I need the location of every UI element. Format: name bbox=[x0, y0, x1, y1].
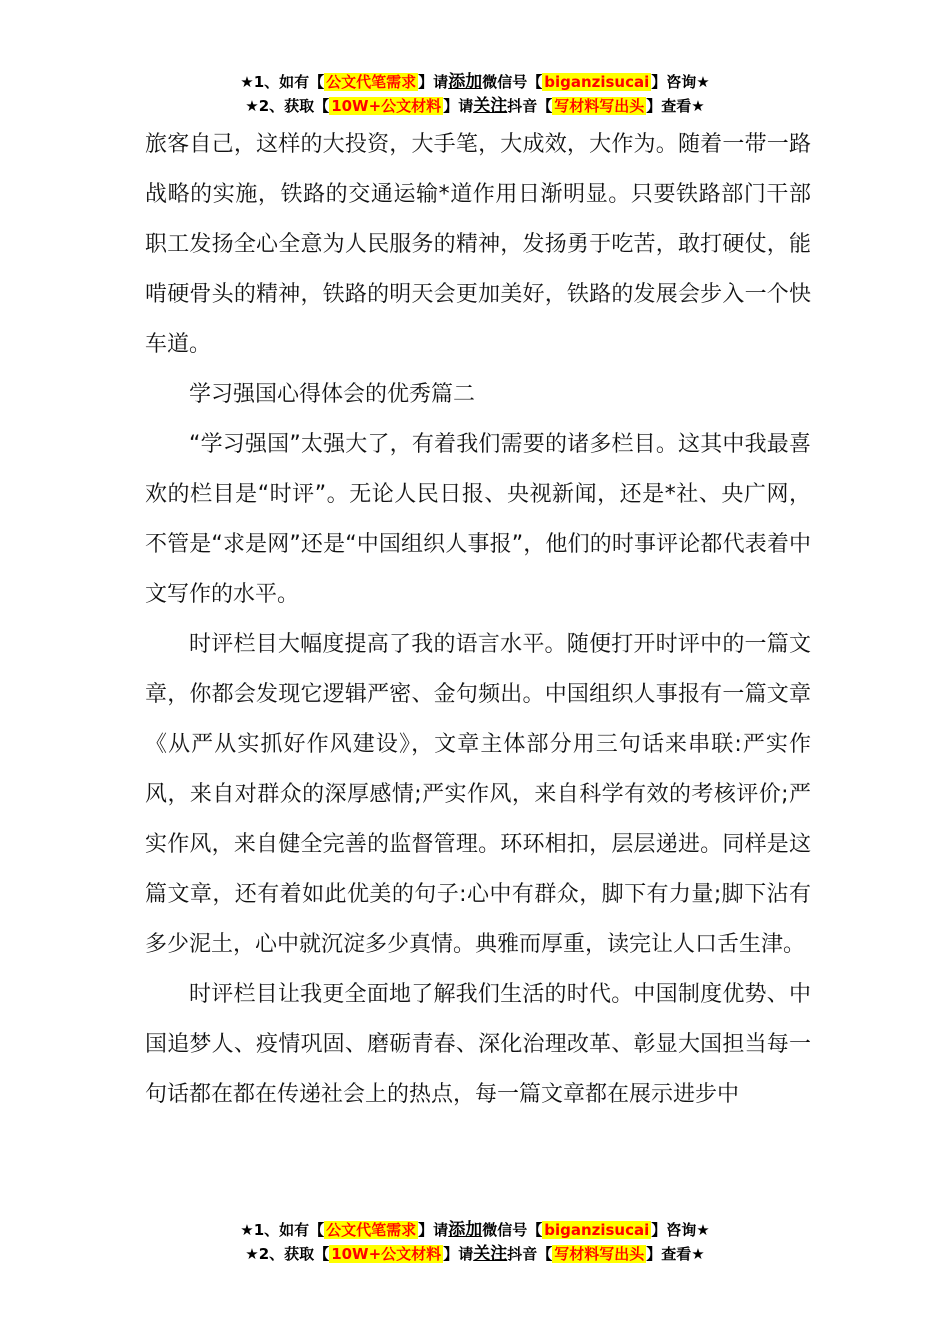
banner-text: 抖音【 bbox=[507, 1245, 553, 1263]
paragraph-1: 旅客自己，这样的大投资，大手笔，大成效，大作为。随着一带一路战略的实施，铁路的交通运输*道作用日渐明显。只要铁路部门干部职工发扬全心全意为人民服务的精神，发扬勇于吃苦，敢打硬仗，能啃硬骨头的精神，铁路的明天会更加美好，铁路的发展会步入一个快车道。 bbox=[145, 132, 811, 357]
banner-line-2 bbox=[0, 94, 950, 118]
highlight-service: 公文代笔需求 bbox=[326, 1221, 417, 1239]
document-body bbox=[145, 120, 811, 1120]
highlight-douyin-account: 写材料写出头 bbox=[554, 1245, 645, 1263]
footer-banner bbox=[0, 1218, 950, 1266]
header-banner bbox=[0, 70, 950, 118]
paragraph-4: 时评栏目让我更全面地了解我们生活的时代。中国制度优势、中国追梦人、疫情巩固、磨砺青春、深化治理改革、彰显大国担当每一句话都在都在传递社会上的热点，每一篇文章都在展示进步中 bbox=[145, 982, 811, 1107]
paragraph-2: “学习强国”太强大了，有着我们需要的诸多栏目。这其中我最喜欢的栏目是“时评”。无论人民日报、央视新闻，还是*社、央广网，不管是“求是网”还是“中国组织人事报”，他们的时事评论都代表着中文写作的水平。 bbox=[145, 432, 811, 607]
underlined-word: 关注 bbox=[473, 96, 508, 116]
highlight-materials: 10W+公文材料 bbox=[331, 1245, 442, 1263]
banner-text: 】请 bbox=[443, 1245, 474, 1263]
section-heading: 学习强国心得体会的优秀篇二 bbox=[189, 382, 476, 407]
banner-text: 抖音【 bbox=[507, 97, 553, 115]
banner-line-2 bbox=[0, 1242, 950, 1266]
banner-text: ★2、获取【 bbox=[245, 1245, 330, 1263]
underlined-word: 添加 bbox=[448, 1220, 483, 1240]
banner-line-1 bbox=[0, 1218, 950, 1242]
banner-line-1 bbox=[0, 70, 950, 94]
highlight-wechat-id: biganzisucai bbox=[544, 73, 650, 91]
banner-text: 微信号【 bbox=[482, 1221, 543, 1239]
underlined-word: 添加 bbox=[448, 72, 483, 92]
underlined-word: 关注 bbox=[473, 1244, 508, 1264]
banner-text: 】请 bbox=[418, 73, 449, 91]
banner-text: 微信号【 bbox=[482, 73, 543, 91]
highlight-materials: 10W+公文材料 bbox=[331, 97, 442, 115]
banner-text: ★1、如有【 bbox=[240, 1221, 325, 1239]
highlight-service: 公文代笔需求 bbox=[326, 73, 417, 91]
banner-text: 】咨询★ bbox=[651, 1221, 710, 1239]
highlight-wechat-id: biganzisucai bbox=[544, 1221, 650, 1239]
banner-text: ★2、获取【 bbox=[245, 97, 330, 115]
banner-text: 】请 bbox=[418, 1221, 449, 1239]
banner-text: 】查看★ bbox=[646, 1245, 705, 1263]
highlight-douyin-account: 写材料写出头 bbox=[554, 97, 645, 115]
banner-text: ★1、如有【 bbox=[240, 73, 325, 91]
banner-text: 】咨询★ bbox=[651, 73, 710, 91]
banner-text: 】查看★ bbox=[646, 97, 705, 115]
paragraph-3: 时评栏目大幅度提高了我的语言水平。随便打开时评中的一篇文章，你都会发现它逻辑严密、金句频出。中国组织人事报有一篇文章《从严从实抓好作风建设》，文章主体部分用三句话来串联:严实作风，来自对群众的深厚感情;严实作风，来自科学有效的考核评价;严实作风，来自健全完善的监督管理。环环相扣，层层递进。同样是这篇文章，还有着如此优美的句子:心中有群众，脚下有力量;脚下沾有多少泥土，心中就沉淀多少真情。典雅而厚重，读完让人口舌生津。 bbox=[145, 632, 811, 957]
banner-text: 】请 bbox=[443, 97, 474, 115]
